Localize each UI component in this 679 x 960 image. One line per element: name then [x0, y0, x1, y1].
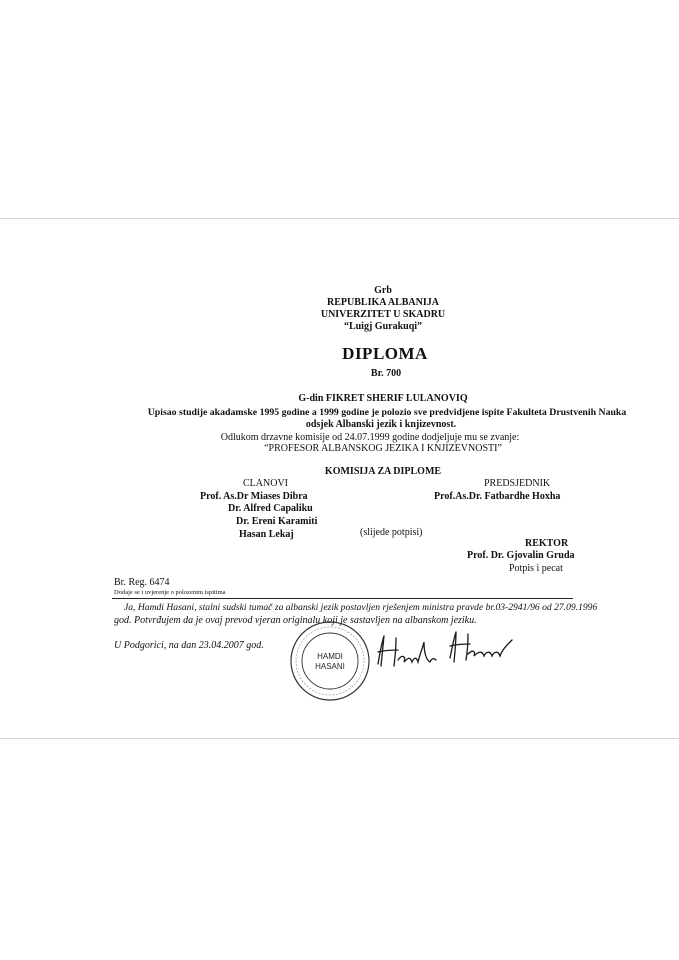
member-1: Prof. As.Dr Miases Dibra [200, 491, 308, 502]
header-republic: REPUBLIKA ALBANIJA [327, 297, 439, 308]
body-line-3: Odlukom drzavne komisije od 24.07.1999 godine dodjeljuje mu se zvanje: [220, 432, 520, 443]
signatures-note: (slijede potpisi) [360, 527, 423, 538]
member-4: Hasan Lekaj [239, 529, 294, 540]
body-line-4: “PROFESOR ALBANSKOG JEZIKA I KNJIZEVNOSTI” [264, 443, 502, 454]
diploma-number: Br. 700 [370, 368, 402, 379]
president-label: PREDSJEDNIK [484, 478, 551, 489]
translator-line-1: Ja, Hamdi Hasani, stalni sudski tumač za albanski jezik postavljen rješenjem ministra pravde br.03-2941/96 od 27.09.1996 [124, 602, 598, 613]
registry-divider [112, 598, 573, 599]
president-name: Prof.As.Dr. Fatbardhe Hoxha [434, 491, 561, 502]
rector-label: REKTOR [525, 538, 569, 549]
rector-name: Prof. Dr. Gjovalin Gruda [467, 550, 575, 561]
commission-title: KOMISIJA ZA DIPLOME [324, 466, 442, 477]
header-grb: Grb [374, 285, 392, 296]
translator-line-2: god. Potvrđujem da je ovaj prevod vjeran originalu koji je sastavljen na albanskom jeziku. [114, 615, 477, 626]
stamp-name-1: HAMDI [317, 652, 343, 661]
translator-place-date: U Podgorici, na dan 23.04.2007 god. [114, 640, 264, 651]
page-top-edge [0, 218, 679, 219]
document-title: DIPLOMA [342, 344, 428, 363]
header-university-name: “Luigj Gurakuqi” [343, 321, 423, 332]
body-line-1: Upisao studije akadamske 1995 godine a 1999 godine je polozio sve predvidjene ispite Fakulteta Drustvenih Nauka [147, 407, 627, 418]
page-bottom-edge [0, 738, 679, 739]
registry-note: Dodaje se i uvjerenje o polozenim ispitima [114, 589, 226, 596]
stamp-name-2: HASANI [315, 662, 345, 671]
translator-signature [372, 628, 522, 673]
translator-stamp [289, 620, 371, 702]
header-university: UNIVERZITET U SKADRU [320, 309, 446, 320]
rector-note: Potpis i pecat [509, 563, 563, 574]
recipient-name: G-din FIKRET SHERIF LULANOVIQ [298, 393, 468, 404]
registry-number: Br. Reg. 6474 [114, 577, 170, 588]
member-3: Dr. Ereni Karamiti [236, 516, 318, 527]
member-2: Dr. Alfred Capaliku [228, 503, 313, 514]
members-label: CLANOVI [243, 478, 288, 489]
body-line-2: odsjek Albanski jezik i knjizevnost. [305, 419, 457, 430]
